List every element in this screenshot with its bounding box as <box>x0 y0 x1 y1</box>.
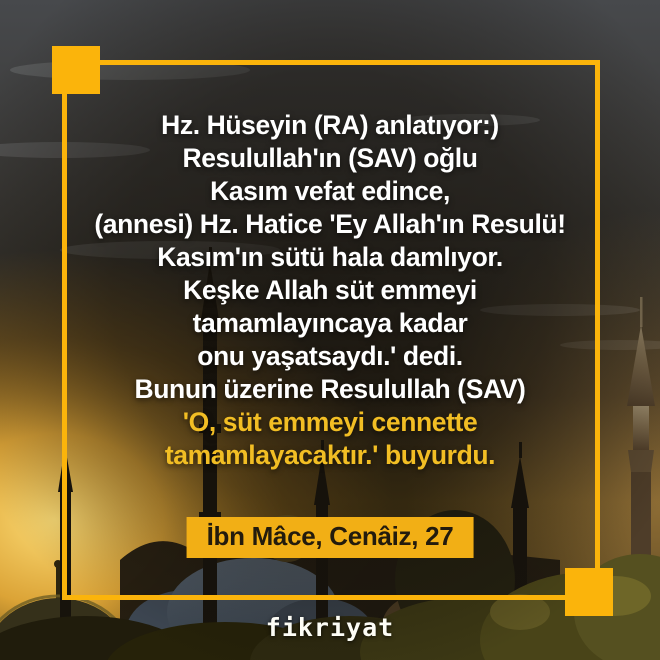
frame-line-bottom <box>65 595 565 600</box>
corner-square-icon-bottom-right <box>565 568 613 616</box>
frame-line-top <box>100 60 600 65</box>
quote-line-highlight: 'O, süt emmeyi cennette <box>182 407 478 437</box>
quote-line: onu yaşatsaydı.' dedi. <box>197 341 463 371</box>
quote-line: Keşke Allah süt emmeyi <box>183 275 477 305</box>
quote-line: Bunun üzerine Resulullah (SAV) <box>134 374 526 404</box>
source-badge: İbn Mâce, Cenâiz, 27 <box>187 517 474 558</box>
quote-line: Resulullah'ın (SAV) oğlu <box>182 143 478 173</box>
quote-line-highlight: tamamlayacaktır.' buyurdu. <box>164 440 496 470</box>
brand-logo: fikriyat <box>265 613 395 642</box>
quote-line: Kasım'ın sütü hala damlıyor. <box>157 242 503 272</box>
corner-square-icon-top-left <box>52 46 100 94</box>
quote-line: (annesi) Hz. Hatice 'Ey Allah'ın Resulü! <box>94 209 566 239</box>
quote-text-block <box>30 109 630 472</box>
quote-line: Hz. Hüseyin (RA) anlatıyor:) <box>161 110 499 140</box>
quote-line: tamamlayıncaya kadar <box>192 308 468 338</box>
quote-line: Kasım vefat edince, <box>210 176 450 206</box>
